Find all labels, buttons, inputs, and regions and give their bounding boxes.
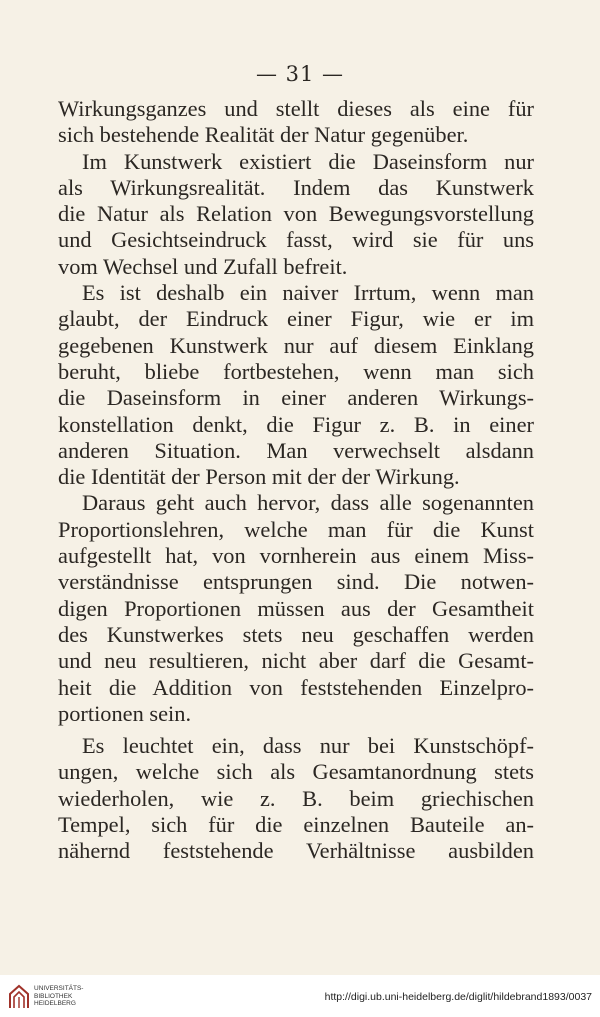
library-name-line: BIBLIOTHEK bbox=[34, 992, 73, 1000]
text-line: und Gesichtseindruck fasst, wird sie für uns bbox=[58, 227, 534, 253]
text-line: vom Wechsel und Zufall befreit. bbox=[58, 253, 348, 279]
text-line: Daraus geht auch hervor, dass alle sogenannten bbox=[82, 490, 534, 516]
text-line: Proportionslehren, welche man für die Kunst bbox=[58, 516, 534, 542]
text-line: als Wirkungsrealität. Indem das Kunstwerk bbox=[58, 174, 534, 200]
text-line: heit die Addition von feststehenden Einzelpro- bbox=[58, 674, 534, 700]
text-line: die Identität der Person mit der der Wirkung. bbox=[58, 464, 460, 490]
text-line: aufgestellt hat, von vornherein aus einem Miss- bbox=[58, 543, 534, 569]
text-line: sich bestehende Realität der Natur gegenüber. bbox=[58, 122, 469, 148]
text-line: Es ist deshalb ein naiver Irrtum, wenn man bbox=[82, 280, 534, 306]
footer-bar bbox=[0, 975, 600, 1017]
text-line: ungen, welche sich als Gesamtanordnung stets bbox=[58, 759, 534, 785]
text-line: anderen Situation. Man verwechselt alsdann bbox=[58, 437, 534, 463]
text-line: glaubt, der Eindruck einer Figur, wie er im bbox=[58, 306, 534, 332]
text-line: portionen sein. bbox=[58, 700, 192, 726]
text-line: Tempel, sich für die einzelnen Bauteile an- bbox=[58, 812, 534, 838]
text-line: die Daseinsform in einer anderen Wirkungs- bbox=[58, 385, 534, 411]
library-logo-icon bbox=[8, 984, 30, 1010]
text-line: beruht, bliebe fortbestehen, wenn man sich bbox=[58, 358, 534, 384]
library-name-line: HEIDELBERG bbox=[34, 1000, 76, 1007]
body-text bbox=[58, 96, 534, 865]
text-line: des Kunstwerkes stets neu geschaffen werden bbox=[58, 621, 534, 647]
library-name bbox=[34, 985, 83, 1008]
text-line: wiederholen, wie z. B. beim griechischen bbox=[58, 785, 534, 811]
text-line: Wirkungsganzes und stellt dieses als eine für bbox=[58, 96, 534, 121]
text-line: konstellation denkt, die Figur z. B. in einer bbox=[58, 411, 534, 437]
text-line: verständnisse entsprungen sind. Die notwen- bbox=[58, 569, 534, 595]
text-line: Im Kunstwerk existiert die Daseinsform nur bbox=[82, 148, 534, 174]
text-line: digen Proportionen müssen aus der Gesamtheit bbox=[58, 595, 534, 621]
page-number: — 31 — bbox=[255, 62, 345, 86]
source-url-link[interactable]: http://digi.ub.uni-heidelberg.de/diglit/hildebrand1893/0037 bbox=[324, 991, 592, 1003]
text-line: und neu resultieren, nicht aber darf die Gesamt- bbox=[58, 648, 534, 674]
text-line: gegebenen Kunstwerk nur auf diesem Einklang bbox=[58, 332, 534, 358]
text-line: die Natur als Relation von Bewegungsvorstellung bbox=[58, 201, 534, 227]
library-name-line: UNIVERSITÄTS- bbox=[34, 985, 84, 992]
text-line: Es leuchtet ein, dass nur bei Kunstschöpf- bbox=[82, 733, 534, 759]
text-line: nähernd feststehende Verhältnisse ausbilden bbox=[58, 838, 534, 864]
